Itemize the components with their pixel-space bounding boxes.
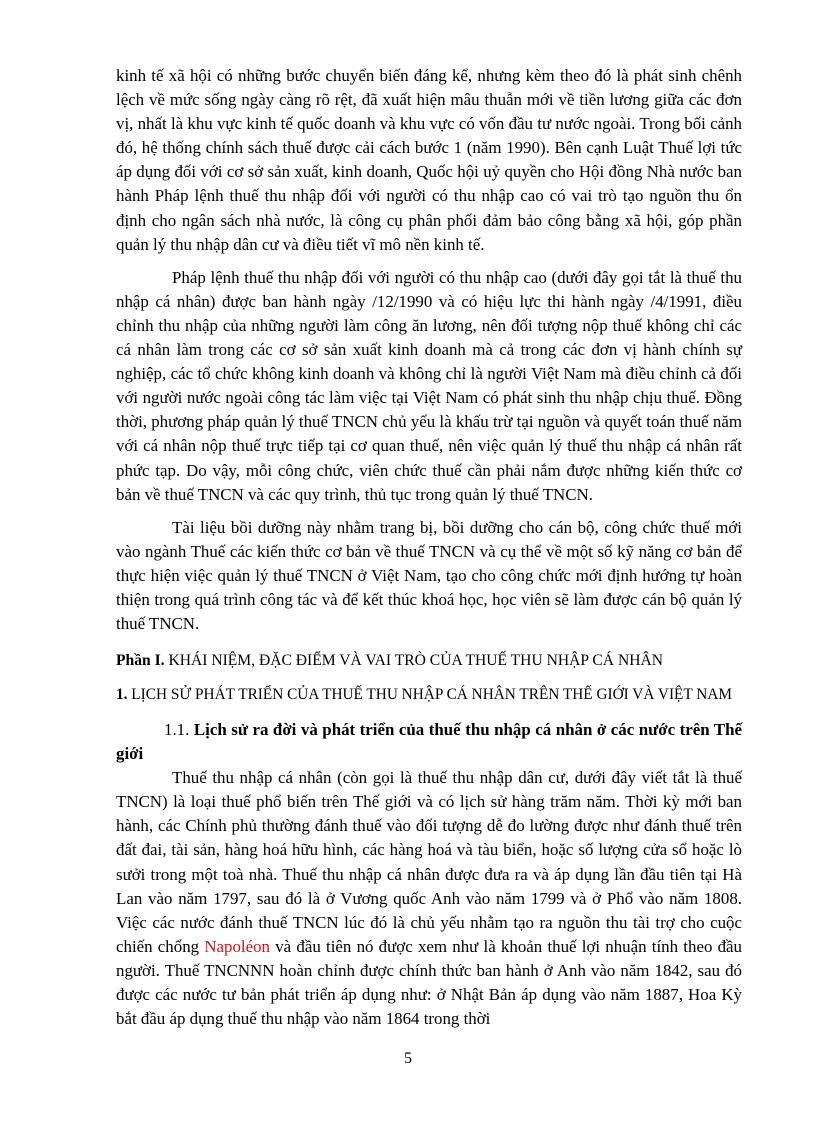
highlighted-term: Napoléon — [204, 936, 270, 956]
paragraph-ordinance: Pháp lệnh thuế thu nhập đối với người có thu nhập cao (dưới đây gọi tắt là thuế thu nhập cá nhân) được ban hành ngày /12/1990 và có hiệu lực thi hành ngày /4/1991, điều chỉnh thu nhập của những người làm công ăn lương, nên đối tượng nộp thuế không chỉ các cá nhân làm trong các cơ sở sản xuất kinh doanh mà cả trong các đơn vị hành chính sự nghiệp, các tổ chức không kinh doanh và không chỉ là người Việt Nam mà điều chỉnh cả đối với người nước ngoài công tác làm việc tại Việt Nam có phát sinh thu nhập chịu thuế. Đồng thời, phương pháp quản lý thuế TNCN chủ yếu là khấu trừ tại nguồn và quyết toán thuế năm với cá nhân nộp thuế trực tiếp tại cơ quan thuế, nên việc quản lý thuế thu nhập cá nhân rất phức tạp. Do vậy, mỗi công chức, viên chức thuế cần phải nắm được những kiến thức cơ bản về thuế TNCN và các quy trình, thủ tục trong quản lý thuế TNCN. — [116, 267, 742, 504]
document-page — [116, 64, 742, 1031]
paragraph-intro-context: kinh tế xã hội có những bước chuyển biến đáng kể, nhưng kèm theo đó là phát sinh chênh lệch về mức sống ngày càng rõ rệt, đã xuất hiện mâu thuẫn mới về tiền lương giữa các đơn vị, nhất là khu vực kinh tế quốc doanh và khu vực có vốn đầu tư nước ngoài. Trong bối cảnh đó, hệ thống chính sách thuế được cải cách bước 1 (năm 1990). Bên cạnh Luật Thuế lợi tức áp dụng đối với cơ sở sản xuất, kinh doanh, Quốc hội uỷ quyền cho Hội đồng Nhà nước ban hành Pháp lệnh thuế thu nhập đối với người có thu nhập cao có vai trò tạo nguồn thu ổn định cho ngân sách nhà nước, là công cụ phân phối đảm bảo công bằng xã hội, góp phần quản lý thu nhập dân cư và điều tiết vĩ mô nền kinh tế. — [116, 66, 742, 254]
page-number: 5 — [404, 1050, 412, 1067]
part-heading-title: KHÁI NIỆM, ĐẶC ĐIỂM VÀ VAI TRÒ CỦA THUẾ THU NHẬP CÁ NHÂN — [164, 652, 663, 670]
subsection-title: Lịch sử ra đời và phát triển của thuế thu nhập cá nhân ở các nước trên Thế giới — [116, 720, 742, 764]
part-heading-label: Phần I. — [116, 652, 165, 670]
history-text-end: và đầu tiên nó được xem như là khoản thuế lợi nhuận tính theo đầu người. Thuế TNCNNN hoàn chỉnh được chính thức ban hành ở Anh vào năm 1842, sau đó được các nước tư bản phát triển áp dụng như: ở Nhật Bản áp dụng vào năm 1887, Hoa Kỳ bắt đầu áp dụng thuế thu nhập vào năm 1864 trong thời — [116, 936, 742, 1029]
subsection-heading — [116, 718, 742, 766]
subsection-number: 1.1. — [164, 720, 190, 740]
section-title: LỊCH SỬ PHÁT TRIỂN CỦA THUẾ THU NHẬP CÁ NHÂN TRÊN THẾ GIỚI VÀ VIỆT NAM — [127, 686, 732, 704]
section-number: 1. — [116, 686, 128, 704]
history-text-start: Thuế thu nhập cá nhân (còn gọi là thuế thu nhập dân cư, dưới đây viết tắt là thuế TNCN) là loại thuế phổ biến trên Thế giới và có lịch sử hàng trăm năm. Thời kỳ mới ban hành, các Chính phủ thường đánh thuế vào đối tượng dễ đo lường được như đánh thuế trên đất đai, tài sản, hàng hoá hữu hình, các hàng hoá và tàu biển, hoặc số lượng cửa sổ hoặc lò sưởi trong một toà nhà. Thuế thu nhập cá nhân được đưa ra và áp dụng lần đầu tiên tại Hà Lan vào năm 1797, sau đó là ở Vương quốc Anh vào năm 1799 và ở Phổ vào năm 1808. Việc các nước đánh thuế TNCN lúc đó là chủ yếu nhằm tạo ra nguồn thu tài trợ cho cuộc chiến chống — [116, 768, 742, 956]
section-heading — [116, 685, 742, 705]
paragraph-training-purpose: Tài liệu bồi dưỡng này nhằm trang bị, bồi dưỡng cho cán bộ, công chức thuế mới vào ngành Thuế các kiến thức cơ bản về thuế TNCN và cụ thể về một số kỹ năng cơ bản để thực hiện việc quản lý thuế TNCN ở Việt Nam, tạo cho công chức mới định hướng tự hoàn thiện trong quá trình công tác và để kết thúc khoá học, học viên sẽ làm được cán bộ quản lý thuế TNCN. — [116, 517, 742, 634]
part-heading — [116, 650, 742, 672]
paragraph-history — [116, 766, 742, 1031]
